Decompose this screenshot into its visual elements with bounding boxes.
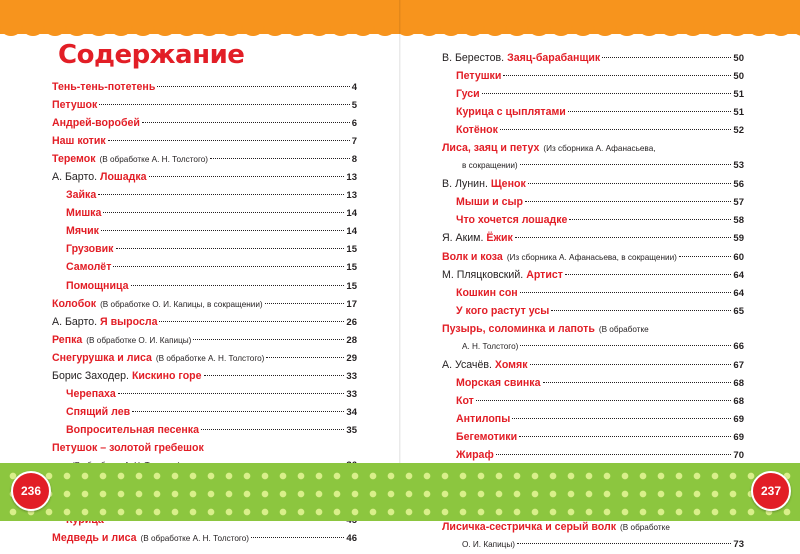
dot-leader — [103, 212, 344, 213]
scallop — [352, 26, 374, 36]
toc-entry-title: Лошадка — [100, 171, 147, 184]
scallop — [660, 26, 682, 36]
toc-entry-title: Тень-тень-потетень — [52, 81, 156, 93]
toc-entry-page: 28 — [346, 334, 357, 346]
dot-leader — [159, 321, 344, 322]
toc-entry[interactable] — [52, 186, 357, 204]
toc-entry[interactable] — [52, 349, 357, 367]
dot-leader — [98, 194, 344, 195]
toc-entry[interactable] — [442, 284, 744, 302]
scallop — [176, 26, 198, 36]
toc-entry[interactable] — [442, 338, 744, 356]
toc-entry-page: 14 — [346, 226, 357, 238]
dot-leader — [565, 274, 731, 275]
dot-leader — [99, 104, 349, 105]
toc-entry-title: Котёнок — [456, 124, 498, 137]
toc-entry[interactable] — [442, 410, 744, 428]
dot-leader — [530, 364, 732, 365]
toc-entry[interactable] — [52, 96, 357, 114]
toc-entry-page: 65 — [733, 305, 744, 317]
toc-entry-title: Петушок – золотой гребешок — [52, 441, 204, 454]
toc-entry-page: 15 — [346, 280, 357, 292]
toc-entry-title: Артист — [526, 268, 563, 281]
toc-entry-page: 4 — [351, 82, 357, 93]
scallop — [770, 26, 792, 36]
toc-entry[interactable] — [52, 367, 357, 385]
toc-entry-note: (В обработке — [620, 523, 670, 533]
toc-entry-title: Черепаха — [66, 387, 116, 400]
toc-entry-title: Мишка — [66, 207, 102, 220]
toc-entry-page: 33 — [346, 388, 357, 400]
toc-entry-title: Зайка — [66, 189, 97, 202]
toc-entry-page: 51 — [733, 107, 744, 119]
scallop — [792, 26, 800, 36]
dot-leader — [569, 219, 731, 220]
toc-entry[interactable] — [442, 428, 744, 446]
scallop — [110, 26, 132, 36]
toc-entry-page: 46 — [346, 533, 357, 545]
toc-entry-page: 60 — [733, 251, 744, 263]
toc-entry[interactable] — [442, 85, 744, 103]
toc-entry-page: 13 — [346, 172, 357, 184]
toc-entry[interactable] — [52, 277, 357, 295]
scallop — [44, 26, 66, 36]
toc-entry-page: 64 — [733, 287, 744, 299]
dot-leader — [251, 537, 344, 538]
toc-entry-page: 51 — [733, 89, 744, 101]
toc-entry-title: Снегурушка и лиса — [52, 351, 152, 364]
toc-entry[interactable] — [52, 439, 357, 457]
toc-entry-title: Кискино горе — [131, 369, 202, 382]
toc-entry-note: (В обработке А. Н. Толстого) — [140, 534, 250, 544]
toc-entry-title: Мячик — [66, 225, 99, 238]
toc-entry[interactable] — [52, 168, 357, 186]
toc-entry[interactable] — [442, 139, 744, 157]
scallop — [22, 26, 44, 36]
dot-leader — [515, 237, 732, 238]
dot-leader — [157, 86, 349, 87]
scallop — [462, 26, 484, 36]
scallop — [330, 26, 352, 36]
dot-leader — [503, 75, 731, 76]
toc-entry-page: 15 — [346, 262, 357, 274]
dot-leader — [551, 310, 731, 311]
toc-entry[interactable] — [52, 222, 357, 240]
toc-entry-author: М. Пляцковский. — [442, 268, 524, 281]
toc-entry-title: Морская свинка — [456, 376, 541, 389]
scallop — [572, 26, 594, 36]
toc-entry-title: Мыши и сыр — [456, 196, 524, 209]
toc-entry-page: 15 — [346, 244, 357, 256]
toc-entry[interactable] — [52, 78, 357, 96]
toc-entry-page: 58 — [733, 215, 744, 227]
toc-entry[interactable] — [52, 529, 357, 547]
scallop — [594, 26, 616, 36]
dot-leader — [543, 382, 732, 383]
toc-entry-page: 68 — [733, 377, 744, 389]
toc-entry-page: 7 — [351, 136, 357, 148]
toc-entry[interactable] — [442, 175, 744, 193]
dot-leader — [482, 93, 732, 94]
scallop — [374, 26, 396, 36]
toc-entry-author: А. Барто. — [52, 171, 98, 184]
toc-entry-page: 69 — [733, 431, 744, 443]
toc-entry-page: 33 — [346, 370, 357, 382]
toc-entry-note: (Из сборника А. Афанасьева, в сокращении) — [506, 252, 677, 262]
dot-leader — [113, 266, 344, 267]
toc-entry-title: Спящий лев — [66, 405, 131, 418]
dot-leader — [265, 303, 345, 304]
toc-entry-title: Бегемотики — [456, 430, 518, 443]
toc-entry[interactable] — [442, 211, 744, 229]
dot-leader — [602, 57, 731, 58]
toc-entry-page: 14 — [346, 208, 357, 220]
toc-entry[interactable] — [442, 229, 744, 247]
toc-entry-title: Андрей-воробей — [52, 117, 140, 130]
scallop — [484, 26, 506, 36]
dot-leader — [519, 436, 731, 437]
toc-entry[interactable] — [52, 385, 357, 403]
page-title: Содержание — [58, 40, 245, 70]
toc-entry-page: 59 — [733, 233, 744, 245]
scallop — [220, 26, 242, 36]
dot-leader — [201, 429, 344, 430]
toc-entry[interactable] — [442, 157, 744, 175]
toc-entry[interactable] — [52, 114, 357, 132]
scallop — [66, 26, 88, 36]
toc-entry-page: 34 — [346, 406, 357, 418]
toc-entry-note: в сокращении) — [462, 161, 518, 171]
toc-entry[interactable] — [52, 150, 357, 168]
dot-leader — [210, 158, 350, 159]
toc-entry-title: Что хочется лошадке — [456, 214, 568, 227]
toc-entry-page: 52 — [733, 125, 744, 137]
toc-entry[interactable] — [442, 374, 744, 392]
toc-entry-title: Лиса, заяц и петух — [442, 142, 540, 155]
toc-entry-title: Помощница — [66, 279, 129, 292]
dot-leader — [476, 400, 732, 401]
toc-entry-title: Антилопы — [456, 412, 511, 425]
toc-entry-note: (В обработке А. Н. Толстого) — [99, 155, 209, 165]
toc-entry[interactable] — [52, 295, 357, 313]
toc-entry-page: 70 — [733, 450, 744, 462]
toc-entry[interactable] — [442, 67, 744, 85]
toc-entry-title: Щенок — [490, 178, 526, 191]
scallop — [264, 26, 286, 36]
toc-entry[interactable] — [442, 320, 744, 338]
toc-entry[interactable] — [442, 103, 744, 121]
toc-entry-title: Пузырь, соломинка и лапоть — [442, 322, 595, 335]
scallop — [704, 26, 726, 36]
dot-leader — [496, 454, 732, 455]
scallop — [154, 26, 176, 36]
toc-entry[interactable] — [52, 132, 357, 150]
toc-entry-page: 26 — [346, 316, 357, 328]
toc-entry-title: Курица с цыплятами — [456, 106, 566, 119]
toc-entry[interactable] — [52, 204, 357, 222]
toc-entry-title: Вопросительная песенка — [66, 423, 199, 436]
scallop — [440, 26, 462, 36]
scallop — [528, 26, 550, 36]
toc-entry-title: Петушки — [456, 70, 502, 83]
toc-entry[interactable] — [52, 258, 357, 276]
scallop — [198, 26, 220, 36]
bottom-green-dotted-band — [0, 463, 800, 521]
toc-entry[interactable] — [442, 302, 744, 320]
toc-entry-title: Наш котик — [52, 135, 106, 148]
page-number-left: 236 — [11, 471, 51, 511]
toc-entry[interactable] — [442, 121, 744, 139]
toc-entry-author: В. Лунин. — [442, 178, 488, 191]
toc-entry-page: 56 — [733, 179, 744, 191]
dot-leader — [500, 129, 731, 130]
scallop — [308, 26, 330, 36]
toc-entry-title: Петушок — [52, 99, 98, 112]
dot-leader — [528, 183, 732, 184]
toc-entry[interactable] — [442, 193, 744, 211]
toc-entry[interactable] — [52, 403, 357, 421]
toc-entry-note: (В обработке — [598, 324, 649, 334]
toc-entry-title: Жираф — [456, 449, 494, 462]
toc-entry-note: (В обработке А. Н. Толстого) — [155, 353, 265, 363]
toc-entry[interactable] — [52, 240, 357, 258]
dot-leader — [520, 345, 731, 346]
toc-entry[interactable] — [442, 392, 744, 410]
dot-leader — [149, 176, 345, 177]
toc-entry[interactable] — [442, 356, 744, 374]
toc-entry-title: Репка — [52, 333, 83, 346]
dot-leader — [512, 418, 731, 419]
scallop — [682, 26, 704, 36]
toc-entry-note: (В обработке О. И. Капицы, в сокращении) — [100, 299, 263, 309]
toc-entry-author: Борис Заходер. — [52, 369, 129, 382]
toc-entry-author: В. Берестов. — [442, 52, 505, 64]
dot-leader — [193, 339, 344, 340]
page-number-right: 237 — [751, 471, 791, 511]
toc-entry-note: О. И. Капицы) — [462, 540, 515, 550]
dot-leader — [101, 230, 344, 231]
toc-entry-page: 50 — [733, 53, 744, 64]
toc-entry-page: 57 — [733, 197, 744, 209]
dot-leader — [520, 292, 732, 293]
toc-entry[interactable] — [442, 248, 744, 266]
toc-entry-page: 69 — [733, 413, 744, 425]
toc-entry-title: Самолёт — [66, 261, 112, 274]
toc-entry-title: Кот — [456, 394, 474, 407]
toc-entry-title: Медведь и лиса — [52, 532, 137, 545]
toc-entry-title: Ёжик — [486, 232, 513, 245]
scallop — [286, 26, 308, 36]
dot-leader — [131, 285, 345, 286]
toc-entry-author: А. Барто. — [52, 315, 98, 328]
scallop — [418, 26, 440, 36]
toc-entry-page: 73 — [733, 539, 744, 551]
toc-entry-author: Я. Аким. — [442, 232, 484, 245]
scallop — [550, 26, 572, 36]
toc-entry[interactable] — [52, 331, 357, 349]
toc-entry-title: Гуси — [456, 88, 480, 101]
toc-entry-page: 68 — [733, 395, 744, 407]
toc-entry-page: 66 — [733, 340, 744, 352]
dot-leader — [517, 543, 731, 544]
toc-entry-title: Грузовик — [66, 243, 114, 256]
toc-entry[interactable] — [52, 313, 357, 331]
toc-entry-note: (В обработке О. И. Капицы) — [86, 335, 192, 345]
toc-entry-page: 13 — [346, 190, 357, 202]
scallop — [616, 26, 638, 36]
dot-leader — [204, 375, 345, 376]
dot-leader — [116, 248, 345, 249]
toc-entry-title: Кошкин сон — [456, 286, 518, 299]
scallop — [748, 26, 770, 36]
scallop — [0, 26, 22, 36]
toc-entry-page: 17 — [346, 298, 357, 310]
scallop — [88, 26, 110, 36]
toc-entry-note: (Из сборника А. Афанасьева, — [543, 144, 656, 154]
toc-entry-author: А. Усачёв. — [442, 358, 492, 371]
toc-entry[interactable] — [442, 446, 744, 464]
scallop — [132, 26, 154, 36]
toc-entry-title: Я выросла — [100, 315, 158, 328]
dot-leader — [266, 357, 344, 358]
scallop — [506, 26, 528, 36]
dot-leader — [132, 411, 344, 412]
page-divider — [399, 0, 401, 521]
toc-entry[interactable] — [442, 49, 744, 67]
toc-entry-page: 64 — [733, 269, 744, 281]
toc-entry-title: Волк и коза — [442, 250, 503, 263]
dot-leader — [520, 164, 732, 165]
toc-entry-page: 29 — [346, 352, 357, 364]
toc-entry-title: Хомяк — [494, 358, 528, 371]
toc-entry[interactable] — [442, 536, 744, 554]
dot-leader — [525, 201, 731, 202]
toc-entry-page: 67 — [733, 359, 744, 371]
dot-leader — [679, 256, 732, 257]
toc-entry-page: 35 — [346, 424, 357, 436]
scallop — [726, 26, 748, 36]
dot-leader — [142, 122, 350, 123]
dot-leader — [568, 111, 732, 112]
toc-entry-page: 5 — [351, 100, 357, 112]
dot-leader — [108, 140, 350, 141]
toc-entry-page: 8 — [351, 154, 357, 166]
toc-entry[interactable] — [52, 421, 357, 439]
toc-entry-title: У кого растут усы — [456, 304, 550, 317]
toc-entry[interactable] — [442, 266, 744, 284]
toc-entry-title: Лисичка-сестричка и серый волк — [442, 521, 617, 534]
scallop — [638, 26, 660, 36]
toc-entry-title: Теремок — [52, 153, 96, 166]
toc-entry-title: Колобок — [52, 297, 97, 310]
toc-entry-note: А. Н. Толстого) — [462, 341, 519, 351]
dot-leader — [118, 393, 345, 394]
toc-entry-page: 53 — [733, 160, 744, 172]
toc-entry-page: 50 — [733, 71, 744, 83]
toc-entry-page: 6 — [351, 118, 357, 130]
toc-entry-title: Заяц-барабанщик — [507, 52, 601, 64]
scallop — [242, 26, 264, 36]
